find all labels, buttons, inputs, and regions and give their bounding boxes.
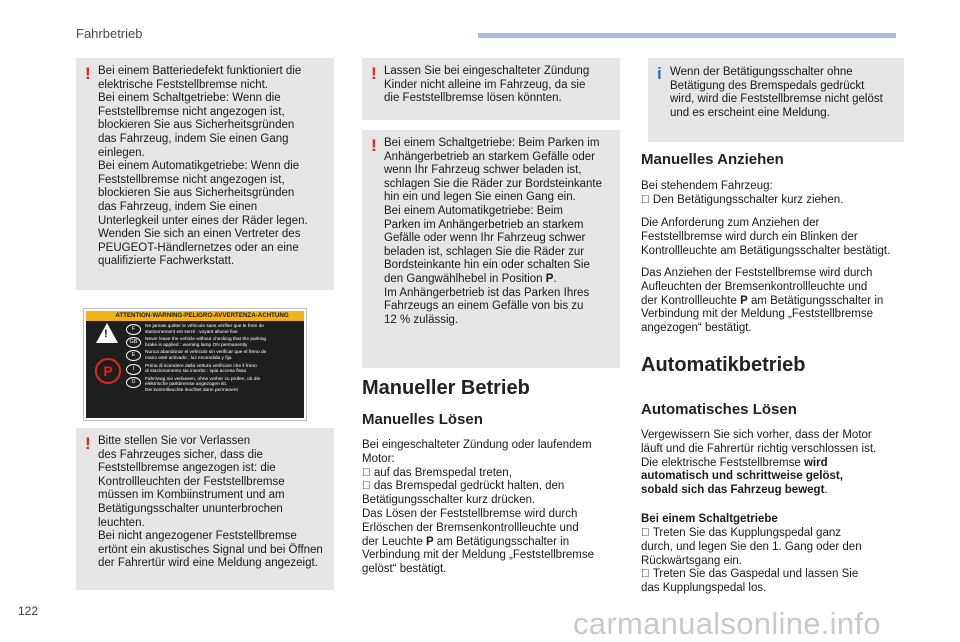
info-text: Wenn der Betätigungsschalter ohne Betätigung des Bremspedals gedrückt wird, wird die Feststellbremse nicht gelöst und es erscheint eine Meldung. bbox=[670, 66, 883, 119]
manual-release-text bbox=[362, 439, 624, 577]
label-row-text: Never leave the vehicle without checking that the parking brake is applied : warning lamp ON permanently bbox=[145, 337, 267, 348]
manual-gearbox-steps: Treten Sie das Kupplungspedal ganz durch, und legen Sie den 1. Gang oder den Rückwärtsgang ein. Treten Sie das Gaspedal und lassen Sie das Kupplungspedal los. bbox=[641, 527, 862, 595]
label-row-text: Nunca abandonar el vehículo sin verificar que el freno de mano esté activado : luz encendida y fija bbox=[145, 350, 267, 361]
apply-request-text: Die Anforderung zum Anziehen der Feststellbremse wird durch ein Blinken der Kontrollleuchte am Betätigungsschalter bestätigt. bbox=[641, 217, 891, 257]
heading-manual-release: Manuelles Lösen bbox=[362, 411, 483, 428]
lamp-p: P bbox=[425, 535, 434, 548]
language-code: E bbox=[126, 350, 141, 361]
lamp-p: P bbox=[740, 294, 748, 307]
warning-icon: ! bbox=[85, 434, 91, 453]
warning-box-battery bbox=[76, 58, 334, 290]
warning-icon: ! bbox=[371, 136, 377, 155]
info-icon: i bbox=[657, 64, 662, 83]
language-code: F bbox=[126, 324, 141, 335]
label-row-text: Fahrzeug nie verlassen, ohne vorher zu prüfen, ob die elektrische parkbremse angezogen ist. Die kontrolleuchte leuchtet dann permanent bbox=[145, 376, 261, 393]
label-row bbox=[126, 377, 300, 394]
text-part: Bei eingeschalteter Zündung oder laufendem Motor: auf das Bremspedal treten, das Bremspedal gedrückt halten, den Betätigungsschalter kurz drücken. Das Lösen der Feststellbremse wird durch Erlöschen der Bremsenkontrollleuchte und der Leuchte bbox=[362, 439, 592, 548]
heading-manual-apply: Manuelles Anziehen bbox=[641, 151, 784, 168]
label-row bbox=[126, 364, 300, 375]
svg-text:P: P bbox=[103, 363, 113, 379]
label-row bbox=[126, 337, 300, 348]
text-bold: wird automatisch und schrittweise gelöst, sobald sich das Fahrzeug bewegt bbox=[641, 456, 843, 497]
warning-icon: ! bbox=[85, 64, 91, 83]
parking-brake-icon bbox=[94, 357, 122, 385]
heading-automatic-operation: Automatikbetrieb bbox=[641, 354, 806, 376]
warning-text-part: Bei einem Schaltgetriebe: Beim Parken im Anhängerbetrieb an starkem Gefälle oder wenn Ihr Fahrzeug schwer beladen ist, schlagen Sie die Räder zur Bordsteinkante hin ein und legen Sie einen Gang ein. Bei einem Automatikgetriebe: Beim Parken im Anhängerbetrieb an starkem Gefälle oder wenn Ihr Fahrzeug schwer beladen ist, schlagen Sie die Räder zur Bordsteinkante hin ein oder schalten Sie den Gangwählhebel in Position bbox=[384, 137, 602, 285]
warning-label-image bbox=[84, 309, 306, 420]
header-bar bbox=[478, 33, 896, 38]
text-part: am Betätigungsschalter in Verbindung mit der Meldung „Feststellbremse angezogen“ bestätigt. bbox=[641, 294, 884, 335]
warning-text bbox=[384, 137, 614, 327]
heading-automatic-release: Automatisches Lösen bbox=[641, 401, 797, 418]
manual-apply-text: Bei stehendem Fahrzeug: Den Betätigungsschalter kurz ziehen. bbox=[641, 180, 832, 206]
label-row-text: Prima di scendere dalla vettura verificare che il freno di stazionamento sia inserito : spia accesa fissa bbox=[145, 363, 257, 375]
warning-text: Lassen Sie bei eingeschalteter Zündung Kinder nicht alleine im Fahrzeug, da sie die Feststellbremse lösen könnten. bbox=[384, 65, 590, 105]
warning-triangle-icon: ! bbox=[96, 323, 118, 343]
language-code: I bbox=[126, 364, 141, 375]
text-part: Vergewissern Sie sich vorher, dass der Motor läuft und die Fahrertür richtig verschlossen ist. Die elektrische Feststellbremse bbox=[641, 429, 877, 469]
automatic-release-text bbox=[641, 429, 905, 498]
text-part: Das Anziehen der Feststellbremse wird durch Aufleuchten der Bremsenkontrollleuchte und der Kontrollleuchte bbox=[641, 267, 873, 307]
apply-confirm-text bbox=[641, 267, 905, 336]
warning-text-part: . Im Anhängerbetrieb ist das Parken Ihres Fahrzeugs an einem Gefälle von bis zu 12 % zulässig. bbox=[384, 272, 590, 326]
text-part: am Betätigungsschalter in Verbindung mit der Meldung „Feststellbremse gelöst“ bestätigt. bbox=[362, 535, 595, 576]
language-code: GB bbox=[126, 337, 141, 348]
label-row-text: Ne jamais quitter le véhicule sans vérifier que le frein de stationnement est serré : voyant allumé fixe bbox=[145, 324, 264, 335]
label-row bbox=[126, 350, 300, 361]
warning-box-leave-vehicle bbox=[76, 428, 334, 590]
text-part: . bbox=[824, 484, 828, 497]
section-tab: Fahrbetrieb bbox=[76, 26, 143, 41]
label-rows bbox=[126, 324, 300, 396]
language-code: D bbox=[126, 377, 141, 388]
warning-icon: ! bbox=[371, 64, 377, 83]
warning-box-children bbox=[362, 58, 620, 120]
watermark: carmanualsonline.info bbox=[573, 606, 881, 641]
label-header: ATTENTION-WARNING-PELIGRO-AVVERTENZA-ACHTUNG bbox=[86, 311, 304, 321]
position-p: P bbox=[545, 272, 554, 285]
warning-box-trailer-parking bbox=[362, 130, 620, 368]
heading-manual-operation: Manueller Betrieb bbox=[362, 377, 530, 399]
warning-text: Bitte stellen Sie vor Verlassen des Fahrzeuges sicher, dass die Feststellbremse angezogen ist: die Kontrollleuchten der Feststellbremse müssen im Kombiinstrument und am Betätigungsschalter ununterbrochen leuchten. Bei nicht angezogener Feststellbremse ertönt ein akustisches Signal und bei Öffnen der Fahrertür wird eine Meldung angezeigt. bbox=[98, 435, 323, 570]
manual-gearbox-heading: Bei einem Schaltgetriebe bbox=[641, 513, 778, 525]
warning-text: Bei einem Batteriedefekt funktioniert die elektrische Feststellbremse nicht. Bei einem Schaltgetriebe: Wenn die Feststellbremse nicht angezogen ist, blockieren Sie aus Sicherheitsgründen das Fahrzeug, indem Sie einen Gang einlegen. Bei einem Automatikgetriebe: Wenn die Feststellbremse nicht angezogen ist, blockieren Sie aus Sicherheitsgründen das Fahrzeug, indem Sie einen Unterlegkeil unter eines der Räder legen. Wenden Sie sich an einen Vertreter des PEUGEOT-Händlernetzes oder an eine qualifizierte Fachwerkstatt. bbox=[98, 65, 308, 268]
info-box bbox=[648, 58, 904, 142]
label-row bbox=[126, 324, 300, 335]
page-number: 122 bbox=[18, 604, 39, 618]
